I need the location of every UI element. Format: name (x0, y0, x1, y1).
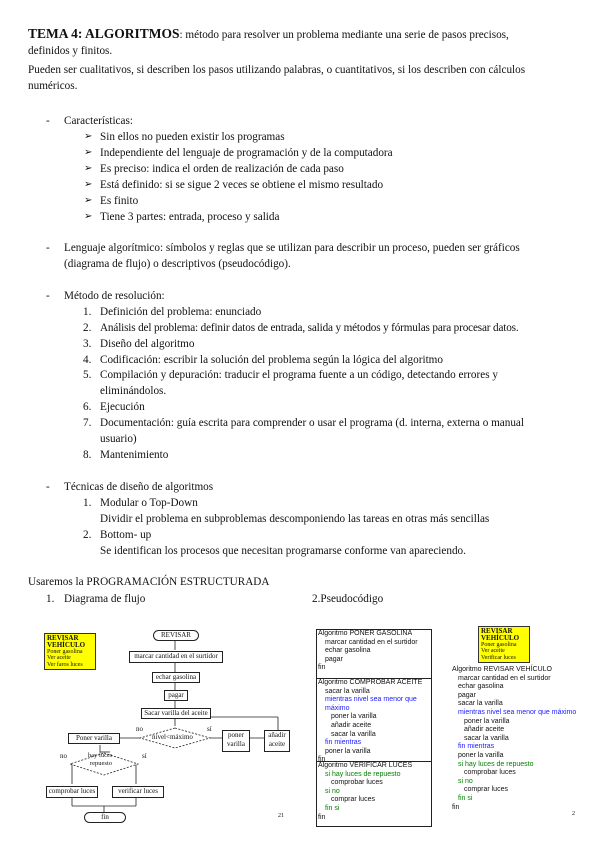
process-box: verificar luces (112, 786, 164, 798)
list-item: Mantenimiento (100, 449, 169, 461)
process-box: marcar cantidad en el surtidor (129, 651, 223, 663)
list-item: Sin ellos no pueden existir los programas (100, 131, 285, 143)
arrow-bullet-icon: ➢ (84, 131, 93, 142)
decision-label: repuesto (90, 760, 113, 767)
list-item: Está definido: si se sigue 2 veces se obtiene el mismo resultado (100, 179, 384, 191)
arrow-bullet-icon: ➢ (84, 211, 93, 222)
list-item-cont: eliminándolos. (100, 385, 167, 397)
arrow-bullet-icon: ➢ (84, 147, 93, 158)
list-item: Ejecución (100, 401, 145, 413)
end-terminal: fin (84, 812, 126, 823)
technique-title: Modular o Top-Down (100, 497, 198, 509)
decision-label: nivel<máximo (152, 733, 193, 741)
step-number: 8. (83, 449, 92, 461)
step-number: 2. (83, 529, 92, 541)
process-box: comprobar luces (46, 786, 98, 798)
branch-label-no: no (60, 752, 67, 760)
step-number: 2. (83, 322, 92, 334)
arrow-bullet-icon: ➢ (84, 195, 93, 206)
page-title: TEMA 4: ALGORITMOS (28, 26, 180, 41)
flowchart-note: REVISAR VEHÍCULO Poner gasolina Ver aceite Ver faros luces (44, 633, 96, 670)
types-text-cont: numéricos. (28, 80, 78, 92)
list-item: Es finito (100, 195, 139, 207)
step-number: 7. (83, 417, 92, 429)
step-number: 5. (83, 369, 92, 381)
technique-desc: Se identifican los procesos que necesitan programarse conforme van apareciendo. (100, 545, 466, 557)
process-box: Poner varilla (68, 733, 120, 744)
definition-text: : método para resolver un problema mediante una serie de pasos precisos, (179, 29, 509, 41)
step-number: 3. (83, 338, 92, 350)
list-item: Definición del problema: enunciado (100, 306, 262, 318)
language-text: Lenguaje algorítmico: símbolos y reglas que se utilizan para describir un proceso, pueden ser gráficos (64, 242, 520, 254)
process-box: echar gasolina (152, 672, 200, 683)
method-heading: Método de resolución: (64, 290, 165, 302)
decision-label: hay luces (88, 752, 113, 759)
step-number: 1. (83, 306, 92, 318)
types-text: Pueden ser cualitativos, si describen los pasos utilizando palabras, o cuantitativos, si los describen con cálculos (28, 64, 526, 76)
step-number: 4. (83, 354, 92, 366)
pseudo-block-poner-gasolina: Algoritmo PONER GASOLINA marcar cantidad en el surtidor echar gasolina pagar fin (316, 629, 432, 679)
process-box: poner varilla (222, 730, 250, 752)
pseudo-block-revisar-vehiculo: Algoritmo REVISAR VEHÍCULO marcar cantidad en el surtidor echar gasolina pagar sacar la varilla mientras nivel sea menor que máximo poner la varilla añadir aceite sacar la varilla fin mientras poner la varilla si hay luces de repuesto comprobar luces si no comprar luces fin si fin (452, 666, 577, 811)
structured-heading: Usaremos la PROGRAMACIÓN ESTRUCTURADA (28, 576, 270, 588)
language-text-cont: (diagrama de flujo) o descriptivos (pseudocódigo). (64, 258, 291, 270)
start-terminal: REVISAR (153, 630, 199, 641)
list-item: Es preciso: indica el orden de realización de cada paso (100, 163, 344, 175)
pseudo-block-comprobar-aceite: Algoritmo COMPROBAR ACEITE sacar la varilla mientras nivel sea menor que máximo poner la varilla añadir aceite sacar la varilla fin mientras poner la varilla fin (316, 678, 432, 762)
diagram-label: Diagrama de flujo (64, 593, 146, 605)
arrow-bullet-icon: ➢ (84, 179, 93, 190)
list-item-cont: usuario) (100, 433, 137, 445)
pseudo-block-verificar-luces: Algoritmo VERIFICAR LUCES si hay luces de repuesto comprobar luces si no comprar luces fin si fin (316, 761, 432, 827)
page-mark: 2 (572, 811, 575, 817)
list-item: Análisis del problema: definir datos de entrada, salida y métodos y fórmulas para procesar datos. (100, 322, 519, 334)
technique-title: Bottom- up (100, 529, 152, 541)
technique-desc: Dividir el problema en subproblemas descomponiendo las tareas en otras más sencillas (100, 513, 490, 525)
process-box: Sacar varilla del aceite (141, 708, 211, 719)
list-item: Codificación: escribir la solución del problema según la lógica del algoritmo (100, 354, 443, 366)
characteristics-heading: Características: (64, 115, 133, 127)
list-item: Tiene 3 partes: entrada, proceso y salida (100, 211, 280, 223)
list-item: Diseño del algoritmo (100, 338, 195, 350)
step-number: 1. (46, 593, 55, 605)
branch-label-yes: sí (142, 752, 147, 760)
process-box: pagar (164, 690, 188, 701)
techniques-heading: Técnicas de diseño de algoritmos (64, 481, 214, 493)
list-item: Compilación y depuración: traducir el programa fuente a un código, detectando errores y (100, 369, 498, 381)
list-item: Independiente del lenguaje de programación y de la computadora (100, 147, 393, 159)
branch-label-no: no (136, 725, 143, 733)
branch-label-yes: sí (207, 725, 212, 733)
pseudo-label: 2.Pseudocódigo (312, 593, 384, 605)
step-number: 1. (83, 497, 92, 509)
page-number: 21 (278, 813, 284, 819)
list-item: Documentación: guía escrita para comprender o usar el programa (d. interna, externa o manual (100, 417, 525, 429)
step-number: 6. (83, 401, 92, 413)
process-box: añadir aceite (264, 730, 290, 752)
definition-text-cont: definidos y finitos. (28, 45, 113, 57)
pseudo-note: REVISAR VEHÍCULO Poner gasolina Ver aceite Verificar luces (478, 626, 530, 663)
arrow-bullet-icon: ➢ (84, 163, 93, 174)
